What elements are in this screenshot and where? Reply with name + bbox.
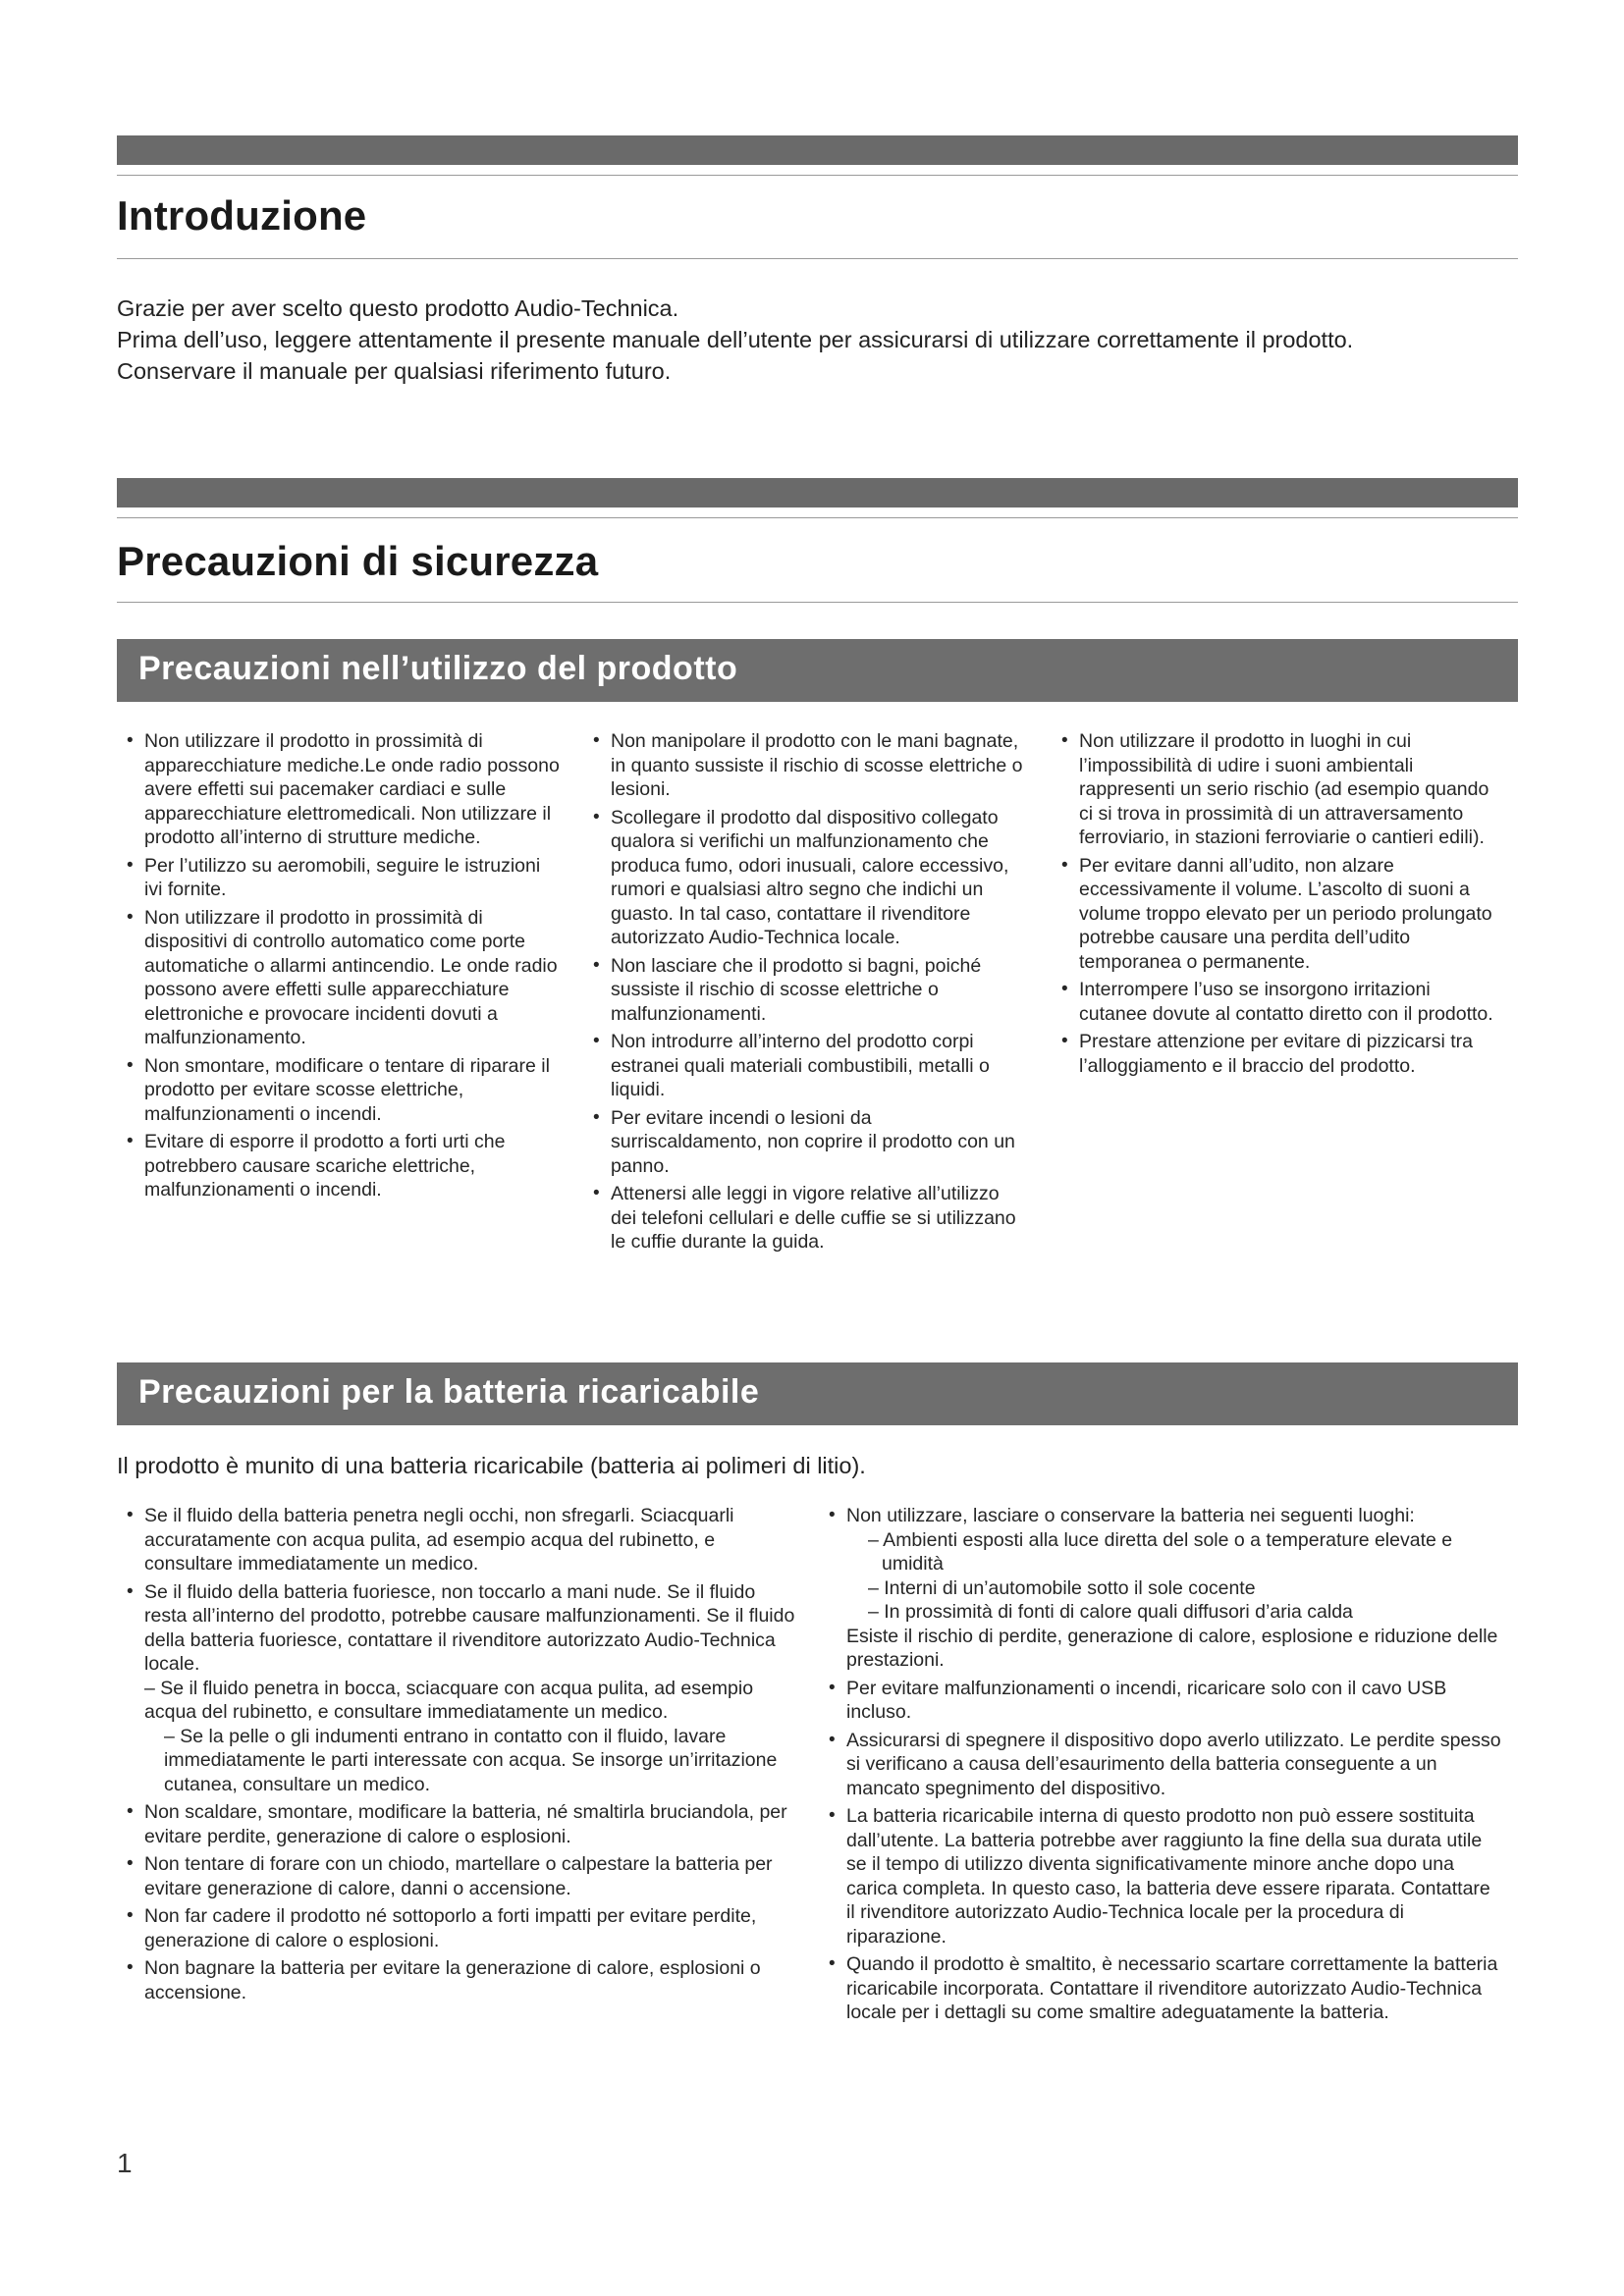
section-bar-intro (117, 135, 1518, 165)
product-precautions-title: Precauzioni nell’utilizzo del prodotto (138, 650, 738, 687)
battery-precautions-header (117, 1362, 1518, 1425)
safety-heading: Precauzioni di sicurezza (117, 538, 599, 584)
list-item: • Non lasciare che il prodotto si bagni, poiché sussiste il rischio di scosse elettriche o malfunzionamenti. (589, 954, 1026, 1027)
list-item: • Non manipolare il prodotto con le mani bagnate, in quanto sussiste il rischio di scosse elettriche o lesioni. (589, 729, 1026, 802)
list-item: • Per evitare malfunzionamenti o incendi, ricaricare solo con il cavo USB incluso. (825, 1677, 1502, 1725)
list-item (123, 1580, 800, 1797)
list-item: • Non tentare di forare con un chiodo, martellare o calpestare la batteria per evitare generazione di calore, danni o accensione. (123, 1852, 800, 1900)
sub-note: – Interni di un’automobile sotto il sole cocente (868, 1576, 1256, 1599)
list-item: • Non bagnare la batteria per evitare la generazione di calore, esplosioni o accensione. (123, 1956, 800, 2004)
product-col-2 (589, 729, 1026, 1258)
list-item (825, 1504, 1502, 1673)
intro-heading: Introduzione (117, 192, 367, 239)
list-item-text: Se il fluido della batteria fuoriesce, non toccarlo a mani nude. Se il fluido resta all’interno del prodotto, potrebbe causare malfunzionamenti. Se il fluido della batteria fuoriesce, contattare il rivenditore autorizzato Audio-Technica locale. (144, 1580, 795, 1675)
list-item: • Non utilizzare il prodotto in prossimità di apparecchiature mediche.Le onde radio possono avere effetti sui pacemaker cardiaci e sulle apparecchiature elettromedicali. Non utilizzare il prodotto all’interno di strutture mediche. (123, 729, 560, 850)
product-precautions-header (117, 639, 1518, 702)
list-item: • Per l’utilizzo su aeromobili, seguire le istruzioni ivi fornite. (123, 854, 560, 902)
battery-col-right (825, 1504, 1502, 2029)
list-item: • Prestare attenzione per evitare di pizzicarsi tra l’alloggiamento e il braccio del prodotto. (1057, 1030, 1494, 1078)
divider (117, 602, 1518, 603)
divider (117, 175, 1518, 176)
list-item: • Non introdurre all’interno del prodotto corpi estranei quali materiali combustibili, metalli o liquidi. (589, 1030, 1026, 1102)
page-number: 1 (117, 2148, 133, 2178)
product-col-3 (1057, 729, 1494, 1082)
list-item: • Non far cadere il prodotto né sottoporlo a forti impatti per evitare perdite, generazione di calore o esplosioni. (123, 1904, 800, 1952)
list-item: • Attenersi alle leggi in vigore relative all’utilizzo dei telefoni cellulari e delle cuffie se si utilizzano le cuffie durante la guida. (589, 1182, 1026, 1255)
divider (117, 517, 1518, 518)
list-item: • Non smontare, modificare o tentare di riparare il prodotto per evitare scosse elettriche, malfunzionamenti o incendi. (123, 1054, 560, 1127)
list-item: • Per evitare danni all’udito, non alzare eccessivamente il volume. L’ascolto di suoni a volume troppo elevato per un periodo prolungato potrebbe causare una perdita dell’udito temporanea o permanente. (1057, 854, 1494, 975)
list-item: • Assicurarsi di spegnere il dispositivo dopo averlo utilizzato. Le perdite spesso si verificano a causa dell’esaurimento della batteria conseguente a un mancato spegnimento del dispositivo. (825, 1729, 1502, 1801)
list-item: • Non scaldare, smontare, modificare la batteria, né smaltirla bruciandola, per evitare perdite, generazione di calore o esplosioni. (123, 1800, 800, 1848)
list-item-text: Non utilizzare, lasciare o conservare la batteria nei seguenti luoghi: (846, 1505, 1415, 1526)
intro-line: Prima dell’uso, leggere attentamente il presente manuale dell’utente per assicurarsi di utilizzare correttamente il prodotto. (117, 327, 1354, 352)
list-item: • Quando il prodotto è smaltito, è necessario scartare correttamente la batteria ricaricabile incorporata. Contattare il rivenditore autorizzato Audio-Technica locale per i dettagli su come smaltire adeguatamente la batteria. (825, 1952, 1502, 2025)
list-item: • Evitare di esporre il prodotto a forti urti che potrebbero causare scariche elettriche, malfunzionamenti o incendi. (123, 1130, 560, 1202)
intro-text (117, 293, 1521, 387)
list-item: • Se il fluido della batteria penetra negli occhi, non sfregarli. Sciacquarli accuratamente con acqua pulita, ad esempio acqua del rubinetto, e consultare immediatamente un medico. (123, 1504, 800, 1576)
intro-line: Conservare il manuale per qualsiasi riferimento futuro. (117, 358, 672, 384)
list-item-text: Esiste il rischio di perdite, generazione di calore, esplosione e riduzione delle prestazioni. (846, 1625, 1498, 1671)
product-col-1 (123, 729, 560, 1206)
sub-note: – In prossimità di fonti di calore quali diffusori d’aria calda (868, 1601, 1353, 1623)
section-bar-safety (117, 478, 1518, 507)
battery-intro: Il prodotto è munito di una batteria ricaricabile (batteria ai polimeri di litio). (117, 1453, 866, 1478)
list-item: • La batteria ricaricabile interna di questo prodotto non può essere sostituita dall’utente. La batteria potrebbe aver raggiunto la fine della sua durata utile se il tempo di utilizzo diventa significativamente minore anche dopo una carica completa. In questo caso, la batteria deve essere riparata. Contattare il rivenditore autorizzato Audio-Technica locale per la procedura di riparazione. (825, 1804, 1502, 1949)
list-item: • Interrompere l’uso se insorgono irritazioni cutanee dovute al contatto diretto con il prodotto. (1057, 978, 1494, 1026)
list-item: • Per evitare incendi o lesioni da surriscaldamento, non coprire il prodotto con un panno. (589, 1106, 1026, 1179)
divider (117, 258, 1518, 259)
battery-col-left (123, 1504, 800, 2008)
intro-line: Grazie per aver scelto questo prodotto Audio-Technica. (117, 295, 679, 321)
sub-note: – Ambienti esposti alla luce diretta del sole o a temperature elevate e umidità (868, 1528, 1453, 1575)
sub-note: – Se il fluido penetra in bocca, sciacquare con acqua pulita, ad esempio acqua del rubinetto, e consultare immediatamente un medico. (144, 1677, 754, 1723)
list-item: • Non utilizzare il prodotto in prossimità di dispositivi di controllo automatico come porte automatiche o allarmi antincendio. Le onde radio possono avere effetti sulle apparecchiature elettroniche e provocare incidenti dovuti a malfunzionamento. (123, 906, 560, 1050)
sub-note: – Se la pelle o gli indumenti entrano in contatto con il fluido, lavare immediatamente le parti interessate con acqua. Se insorge un’irritazione cutanea, consultare un medico. (164, 1725, 778, 1795)
list-item: • Scollegare il prodotto dal dispositivo collegato qualora si verifichi un malfunzionamento che produca fumo, odori inusuali, calore eccessivo, rumori e qualsiasi altro segno che indichi un guasto. In tal caso, contattare il rivenditore autorizzato Audio-Technica locale. (589, 806, 1026, 950)
battery-precautions-title: Precauzioni per la batteria ricaricabile (138, 1373, 760, 1411)
list-item: • Non utilizzare il prodotto in luoghi in cui l’impossibilità di udire i suoni ambientali rappresenti un serio rischio (ad esempio quando ci si trova in prossimità di un attraversamento ferroviario, in stazioni ferroviarie o cantieri edili). (1057, 729, 1494, 850)
